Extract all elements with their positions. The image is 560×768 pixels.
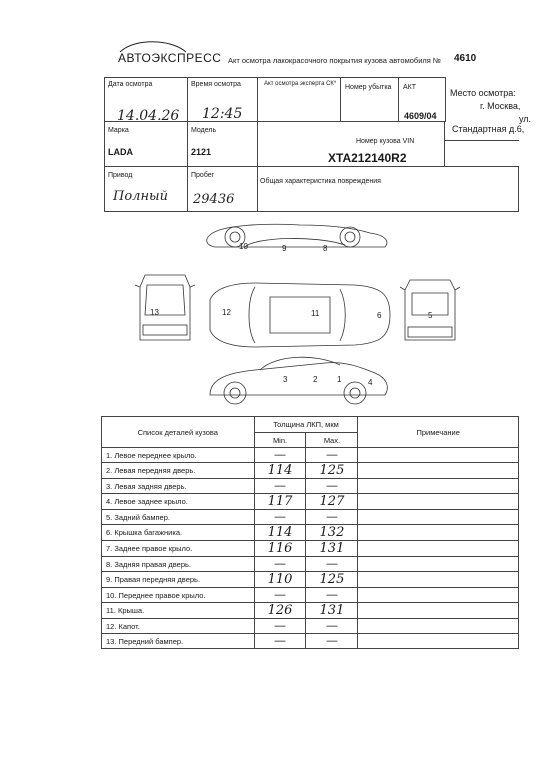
- note-cell: [358, 494, 519, 510]
- drive-label: Привод: [108, 172, 133, 179]
- max-value: 125: [306, 463, 358, 479]
- note-cell: [358, 619, 519, 634]
- table-row: [102, 572, 519, 588]
- min-value: 114: [254, 525, 306, 541]
- diagram-label-13: 13: [150, 308, 159, 317]
- table-row: [102, 557, 519, 572]
- max-value: —: [306, 448, 358, 463]
- car-right-side-view: [207, 224, 387, 247]
- diagram-label-3: 3: [283, 375, 288, 384]
- min-value: —: [254, 619, 306, 634]
- model-cell: [187, 121, 258, 167]
- loss-cell: [340, 77, 399, 122]
- min-value: —: [254, 448, 306, 463]
- part-name: 13. Передний бампер.: [102, 634, 255, 649]
- max-value: 131: [306, 541, 358, 557]
- max-value: 132: [306, 525, 358, 541]
- car-front-view: [135, 275, 195, 340]
- vin-value: XTA212140R2: [328, 151, 407, 165]
- part-name: 7. Заднее правое крыло.: [102, 541, 255, 557]
- min-value: 117: [254, 494, 306, 510]
- vin-cell: [257, 121, 445, 167]
- max-value: —: [306, 634, 358, 649]
- min-value: 110: [254, 572, 306, 588]
- place-line2: ул.: [519, 114, 532, 124]
- company-logo: АВТОЭКСПРЕСС: [118, 51, 222, 65]
- col-thickness-header: Толщина ЛКП, мкм: [254, 417, 358, 433]
- min-value: 116: [254, 541, 306, 557]
- min-value: 114: [254, 463, 306, 479]
- part-name: 12. Капот.: [102, 619, 255, 634]
- table-row: [102, 494, 519, 510]
- table-row: [102, 510, 519, 525]
- car-left-side-view: [210, 357, 387, 404]
- part-name: 11. Крыша.: [102, 603, 255, 619]
- document-number: 4610: [454, 53, 477, 64]
- drive-value: Полный: [113, 189, 168, 204]
- part-name: 6. Крышка багажника.: [102, 525, 255, 541]
- place-label: Место осмотра:: [450, 88, 516, 98]
- expert-cell: [257, 77, 341, 122]
- part-name: 9. Правая передняя дверь.: [102, 572, 255, 588]
- mileage-value: 29436: [193, 192, 235, 207]
- mileage-cell: [187, 166, 258, 212]
- note-cell: [358, 479, 519, 494]
- col-min-header: Min.: [254, 433, 306, 448]
- diagram-label-9: 9: [282, 244, 287, 253]
- brand-cell: [104, 121, 188, 167]
- table-row: [102, 588, 519, 603]
- parts-table: [101, 416, 519, 649]
- drive-cell: [104, 166, 188, 212]
- note-cell: [358, 572, 519, 588]
- max-value: —: [306, 479, 358, 494]
- table-row: [102, 634, 519, 649]
- damage-label: Общая характеристика повреждения: [260, 178, 381, 185]
- diagram-label-12: 12: [222, 308, 231, 317]
- min-value: —: [254, 479, 306, 494]
- min-value: —: [254, 588, 306, 603]
- diagram-label-6: 6: [377, 311, 382, 320]
- table-row: [102, 619, 519, 634]
- part-name: 3. Левая задняя дверь.: [102, 479, 255, 494]
- max-value: —: [306, 557, 358, 572]
- max-value: —: [306, 510, 358, 525]
- max-value: 125: [306, 572, 358, 588]
- expert-label: Акт осмотра эксперта СК*: [264, 81, 337, 87]
- loss-label: Номер убытка: [345, 84, 392, 91]
- max-value: —: [306, 588, 358, 603]
- note-cell: [358, 463, 519, 479]
- diagram-label-1: 1: [337, 375, 342, 384]
- part-name: 4. Левое заднее крыло.: [102, 494, 255, 510]
- diagram-label-11: 11: [311, 309, 320, 318]
- act-value: 4609/04: [404, 111, 437, 121]
- table-row: [102, 525, 519, 541]
- table-row: [102, 448, 519, 463]
- car-rear-view: [400, 280, 460, 340]
- min-value: —: [254, 557, 306, 572]
- part-name: 5. Задний бампер.: [102, 510, 255, 525]
- time-label: Время осмотра: [191, 81, 241, 88]
- act-cell: [398, 77, 446, 122]
- min-value: 126: [254, 603, 306, 619]
- note-cell: [358, 634, 519, 649]
- note-cell: [358, 603, 519, 619]
- diagram-label-8: 8: [323, 244, 328, 253]
- note-cell: [358, 541, 519, 557]
- diagram-label-4: 4: [368, 378, 373, 387]
- part-name: 2. Левая передняя дверь.: [102, 463, 255, 479]
- car-top-view: [210, 283, 390, 347]
- date-value: 14.04.26: [117, 108, 180, 124]
- time-value: 12:45: [202, 106, 243, 122]
- diagram-label-5: 5: [428, 311, 433, 320]
- max-value: 131: [306, 603, 358, 619]
- max-value: 127: [306, 494, 358, 510]
- min-value: —: [254, 510, 306, 525]
- date-label: Дата осмотра: [108, 81, 153, 88]
- vin-extension-line: [444, 140, 519, 167]
- model-label: Модель: [191, 127, 217, 134]
- note-cell: [358, 510, 519, 525]
- date-cell: [104, 77, 188, 122]
- part-name: 8. Задняя правая дверь.: [102, 557, 255, 572]
- damage-cell: [257, 166, 519, 212]
- time-cell: [187, 77, 258, 122]
- document-title: Акт осмотра лакокрасочного покрытия кузова автомобиля №: [228, 56, 441, 65]
- diagram-label-2: 2: [313, 375, 318, 384]
- vin-label: Номер кузова VIN: [356, 138, 415, 145]
- act-label: АКТ: [403, 84, 417, 91]
- table-row: [102, 463, 519, 479]
- note-cell: [358, 557, 519, 572]
- part-name: 10. Переднее правое крыло.: [102, 588, 255, 603]
- brand-label: Марка: [108, 127, 129, 134]
- note-cell: [358, 448, 519, 463]
- max-value: —: [306, 619, 358, 634]
- min-value: —: [254, 634, 306, 649]
- col-notes-header: Примечание: [358, 417, 519, 448]
- col-max-header: Max.: [306, 433, 358, 448]
- model-value: 2121: [191, 147, 212, 157]
- car-diagram: [125, 215, 475, 415]
- table-row: [102, 603, 519, 619]
- table-row: [102, 479, 519, 494]
- place-line3: Стандартная д.6,: [452, 124, 525, 134]
- table-row: [102, 541, 519, 557]
- mileage-label: Пробег: [191, 172, 215, 179]
- part-name: 1. Левое переднее крыло.: [102, 448, 255, 463]
- note-cell: [358, 588, 519, 603]
- col-parts-header: Список деталей кузова: [102, 417, 255, 448]
- place-line1: г. Москва,: [480, 101, 521, 111]
- diagram-label-10: 10: [239, 242, 248, 251]
- brand-value: LADA: [108, 147, 133, 157]
- note-cell: [358, 525, 519, 541]
